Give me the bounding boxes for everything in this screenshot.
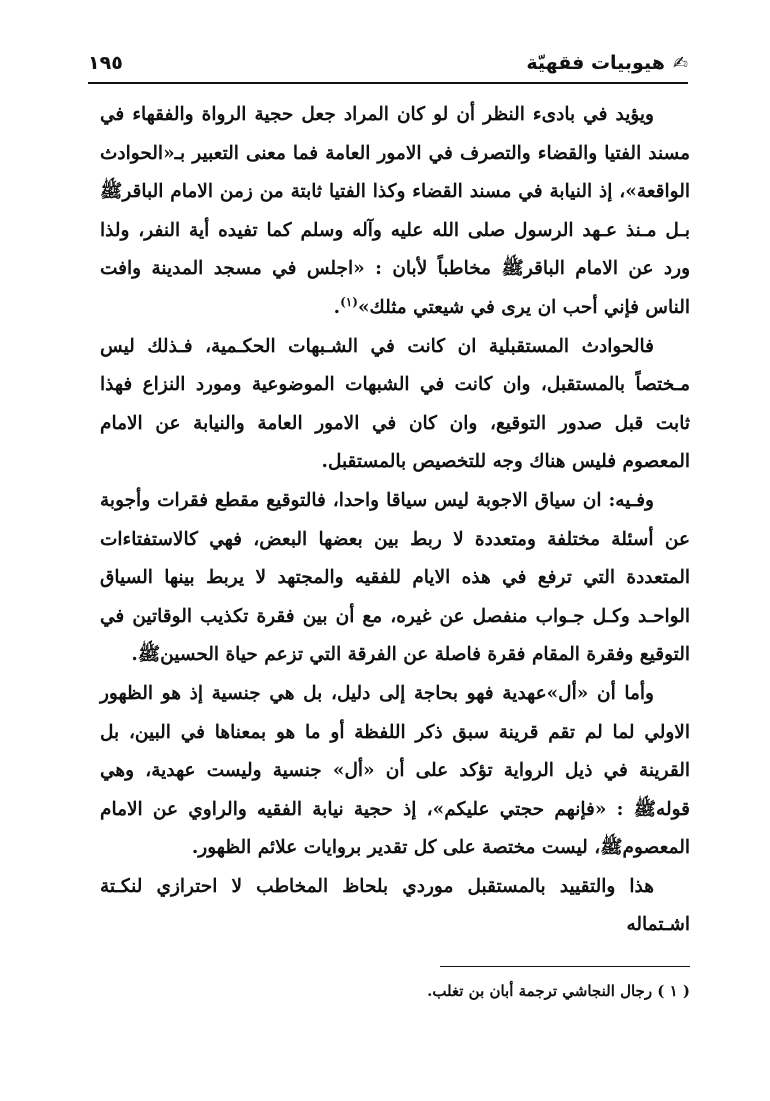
paragraph: وأما أن «أل»عهدية فهو بحاجة إلى دليل، بل هي جنسية إذ هو الظهور الاولي لما لم تقم قرينة سبق ذكر اللفظة أو ما هو بمعناها في البين، بل القرينة في ذيل الرواية تؤكد على أن «أل» جنسية وليست عهدية، وهي قولهﷺ : «فإنهم حجتي عليكم»، إذ حجية نيابة الفقيه والراوي عن الامام المعصومﷺ، ليست مختصة على كل تقدير بروايات علائم الظهور. bbox=[100, 682, 690, 859]
running-title bbox=[526, 52, 688, 74]
paragraph: ويؤيد في بادىء النظر أن لو كان المراد جعل حجية الرواة والفقهاء في مسند الفتيا والقضاء والتصرف في الامور العامة فما معنى التعبير بـ«الحوادث الواقعة»، إذ النيابة في مسند القضاء وكذا الفتيا ثابتة من زمن الامام الباقرﷺ بـل مـنذ عـهد الرسول صلى الله عليه وآله وسلم كما تفيده أية النفر، ولذا ورد عن الامام الباقرﷺ مخاطباً لأبان : «اجلس في مسجد المدينة وافت الناس فإني أحب ان يرى في شيعتي مثلك»$^{(١)}$. bbox=[100, 104, 690, 318]
paragraph: هذا والتقييد بالمستقبل موردي بلحاظ المخاطب لا احترازي لنكـتة اشـتماله bbox=[100, 875, 690, 936]
paragraph: فالحوادث المستقبلية ان كانت في الشـبهات الحكـمية، فـذلك ليس مـختصاً بالمستقبل، وان كانت في الشبهات الموضوعية ومورد النزاع فهذا ثابت قبل صدور التوقيع، وان كان في الامور العامة والنيابة عن الامام المعصوم فليس هناك وجه للتخصيص بالمستقبل. bbox=[100, 335, 690, 473]
header-divider bbox=[88, 82, 688, 84]
page-number: ١٩٥ bbox=[88, 52, 123, 74]
footnote: ( ١ ) رجال النجاشي ترجمة أبان بن تغلب. bbox=[427, 982, 690, 1000]
body-text bbox=[100, 96, 690, 945]
footnote-reference: (١) bbox=[340, 294, 358, 309]
running-title-text: هيوبيات فقهيّة bbox=[526, 52, 665, 74]
page-header bbox=[88, 48, 688, 84]
pen-icon: ✍ bbox=[672, 53, 688, 74]
paragraph: وفـيه: ان سياق الاجوبة ليس سياقا واحدا، فالتوقيع مقطع فقرات وأجوبة عن أسئلة مختلفة ومتعددة لا ربط بين بعضها البعض، فهي كالاستفتاءات المتعددة التي ترفع في هذه الايام للفقيه والمجتهد لا يربط بينها السياق الواحـد وكـل جـواب منفصل عن غيره، مع أن بين فقرة تكذيب الوقاتين في التوقيع وفقرة المقام فقرة فاصلة عن الفرقة التي تزعم حياة الحسينﷺ. bbox=[100, 489, 690, 666]
footnote-divider bbox=[440, 966, 690, 967]
paragraph-text: ويؤيد في بادىء النظر أن لو كان المراد جعل حجية الرواة والفقهاء في مسند الفتيا والقضاء والتصرف في الامور العامة فما معنى التعبير بـ«الحوادث الواقعة»، إذ النيابة في مسند القضاء وكذا الفتيا ثابتة من زمن الامام الباقرﷺ بـل مـنذ عـهد الرسول صلى الله عليه وآله وسلم كما تفيده أية النفر، ولذا ورد عن الامام الباقرﷺ مخاطباً لأبان : «اجلس في مسجد المدينة وافت الناس فإني أحب ان يرى في شيعتي مثلك» bbox=[100, 104, 690, 318]
